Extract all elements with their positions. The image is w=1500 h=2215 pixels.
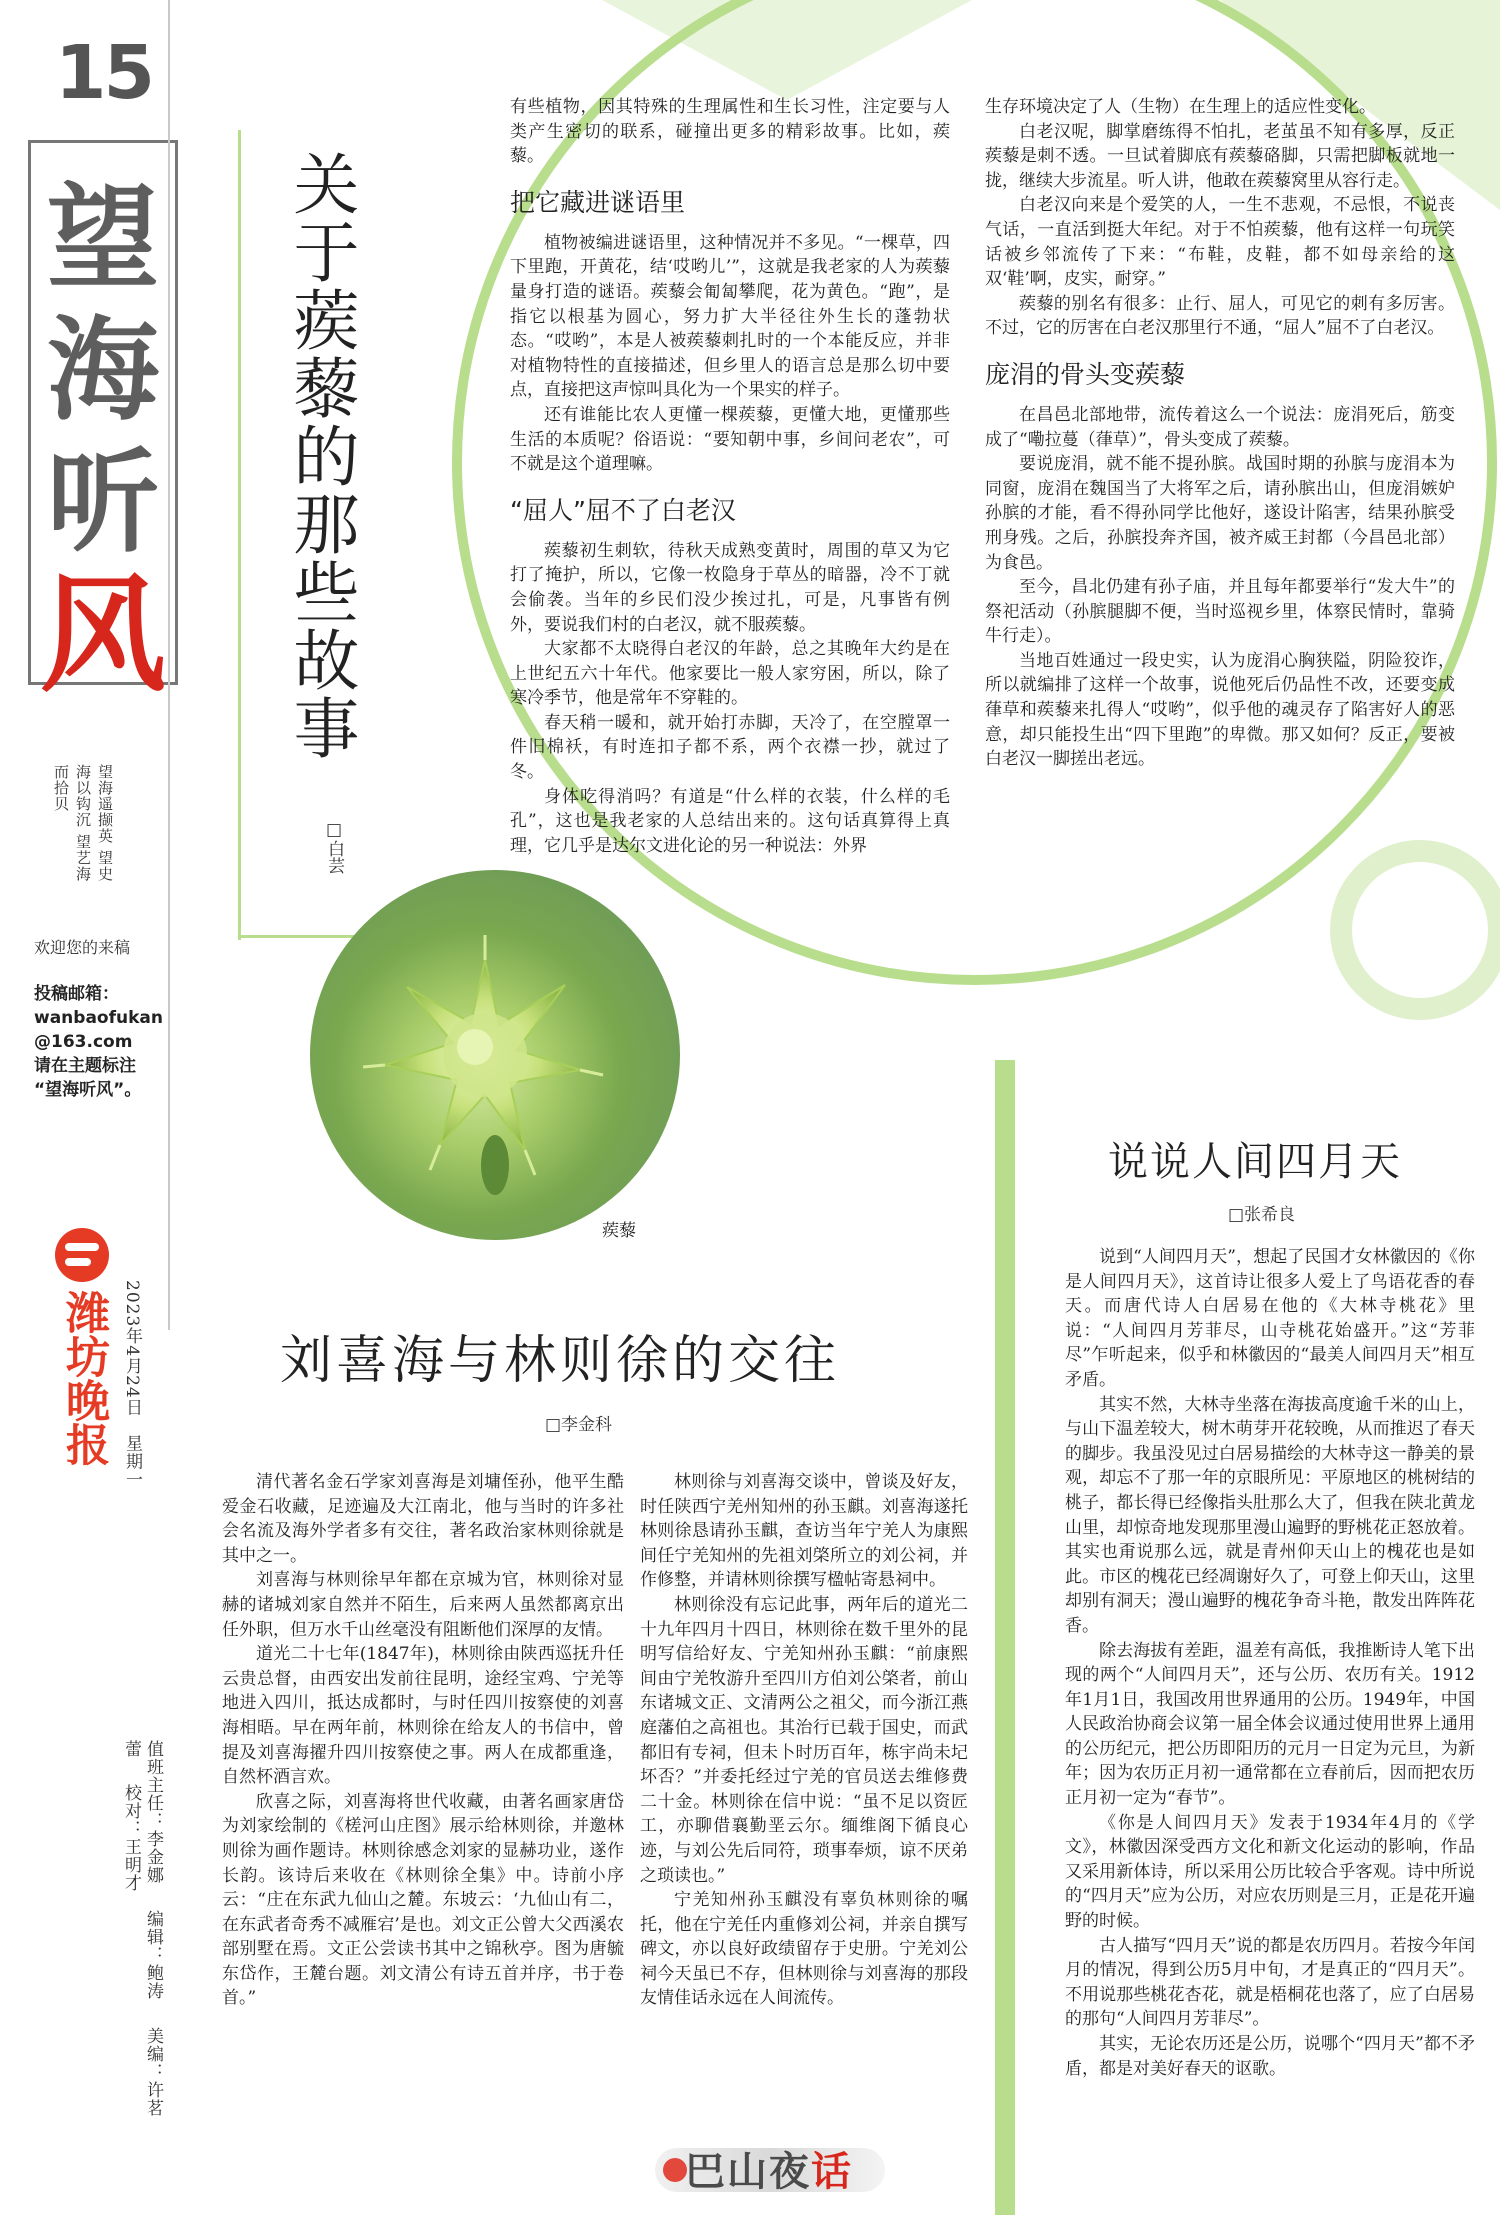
paragraph: 欣喜之际，刘喜海将世代收藏，由著名画家唐岱为刘家绘制的《槎河山庄图》展示给林则徐，并邀林则徐为画作题诗。林则徐感念刘家的显赫功业，遂作长韵。该诗后来收在《林则徐全集》中。诗前小序云：“庄在东武九仙山之麓。东坡云：‘九仙山有二，在东武者奇秀不减雁宕’是也。刘文正公曾大父西溪农部别墅在焉。文正公尝读书其中之锦秋亭。图为唐毓东岱作，王麓台题。刘文清公有诗五首并序，书于卷首。” bbox=[222, 1791, 624, 2009]
paragraph: 白老汉向来是个爱笑的人，一生不悲观，不忌恨，不说丧气话，一直活到挺大年纪。对于不怕蒺藜，他有这样一句玩笑话被乡邻流传了下来：“布鞋，皮鞋，都不如母亲给的这双‘鞋’啊，皮实，耐穿。” bbox=[985, 195, 1455, 290]
paragraph: 在昌邑北部地带，流传着这么一个说法：庞涓死后，筋变成了“嘞拉蔓（葎草）”，骨头变成了蒺藜。 bbox=[985, 404, 1455, 450]
article1-title: 关于蒺藜的那些故事 bbox=[282, 150, 359, 762]
section-title-char: 海 bbox=[47, 305, 159, 436]
section-title-char: 听 bbox=[47, 437, 159, 568]
article1-author: □白芸 bbox=[324, 820, 344, 874]
column-label-text bbox=[685, 2140, 853, 2197]
paragraph: 说到“人间四月天”，想起了民国才女林徽因的《你是人间四月天》，这首诗让很多人爱上了鸟语花香的春天。而唐代诗人白居易在他的《大林寺桃花》里说：“人间四月芳菲尽，山寺桃花始盛开。”这“芳菲尽”乍听起来，似乎和林徽因的“最美人间四月天”相互矛盾。 bbox=[1065, 1247, 1475, 1390]
paragraph: 蒺藜的别名有很多：止行、屈人，可见它的刺有多厉害。不过，它的厉害在白老汉那里行不通，“屈人”屈不了白老汉。 bbox=[985, 293, 1455, 339]
decor-green-divider bbox=[995, 1060, 1015, 2215]
subheading: 把它藏进谜语里 bbox=[510, 187, 686, 217]
subheading: 庞涓的骨头变蒺藜 bbox=[985, 359, 1186, 389]
page-number: 15 bbox=[55, 30, 152, 116]
paragraph: 植物被编进谜语里，这种情况并不多见。“一棵草，四下里跑，开黄花，结‘哎哟儿’”，这就是我老家的人为蒺藜量身打造的谜语。蒺藜会匍匐攀爬，花为黄色。“跑”，是指它以根基为圆心，努力扩大半径往外生长的蓬勃状态。“哎哟”，本是人被蒺藜刺扎时的一个本能反应，并非对植物特性的直接描述，但乡里人的语言总是那么切中要点，直接把这声惊叫具化为一个果实的样子。 bbox=[510, 232, 950, 401]
article2-column-right bbox=[640, 1470, 968, 2011]
paper-logo bbox=[52, 1228, 112, 1466]
paragraph: 《你是人间四月天》发表于1934年4月的《学文》，林徽因深受西方文化和新文化运动的影响，作品又采用新体诗，所以采用公历比较合乎客观。诗中所说的“四月天”应为公历，对应农历则是三月，正是花开遍野的时候。 bbox=[1065, 1812, 1475, 1932]
masthead bbox=[0, 0, 190, 2215]
paragraph: 还有谁能比农人更懂一棵蒺藜，更懂大地，更懂那些生活的本质呢？俗语说：“要知朝中事，乡间问老农”，可不就是这个道理嘛。 bbox=[510, 404, 950, 475]
welcome-text: 欢迎您的来稿 bbox=[34, 938, 131, 957]
article1-column-right bbox=[985, 95, 1455, 772]
tribulus-photo bbox=[310, 870, 680, 1240]
contact-line: 投稿邮箱： bbox=[34, 984, 119, 1004]
paragraph: 刘喜海与林则徐早年都在京城为官，林则徐对显赫的诸城刘家自然并不陌生，后来两人虽然都离京出任外职，但万水千山丝毫没有阻断他们深厚的友情。 bbox=[222, 1570, 624, 1640]
decor-green-line bbox=[238, 130, 241, 940]
column-label bbox=[655, 2138, 885, 2200]
paragraph: 林则徐与刘喜海交谈中，曾谈及好友，时任陕西宁羌州知州的孙玉麒。刘喜海遂托林则徐恳请孙玉麒，查访当年宁羌人为康熙间任宁羌知州的先祖刘棨所立的刘公祠，并作修整，并请林则徐撰写楹帖寄悬祠中。 bbox=[640, 1472, 968, 1591]
paragraph: 其实不然，大林寺坐落在海拔高度逾千米的山上，与山下温差较大，树木萌芽开花较晚，从而推迟了春天的脚步。我虽没见过白居易描绘的大林寺这一静美的景观，却忘不了那一年的京眼所见：平原地区的桃树结的桃子，都长得已经像指头肚那么大了，但我在陕北黄龙山里，却惊奇地发现那里漫山遍野的野桃花正怒放着。其实也甭说那么远，就是青州仰天山上的槐花也是如此。市区的槐花已经凋谢好久了，可登上仰天山，这里却别有洞天；漫山遍野的槐花争奇斗艳，散发出阵阵花香。 bbox=[1065, 1394, 1475, 1636]
paragraph: 大家都不太晓得白老汉的年龄，总之其晚年大约是在上世纪五六十年代。他家要比一般人家穷困，所以，除了寒冷季节，他是常年不穿鞋的。 bbox=[510, 639, 950, 709]
paragraph: 清代著名金石学家刘喜海是刘墉侄孙，他平生酷爱金石收藏，足迹遍及大江南北，他与当时的许多社会名流及海外学者多有交往，著名政治家林则徐就是其中之一。 bbox=[222, 1472, 624, 1566]
staff-line: 值班主任：李金娜 bbox=[143, 1740, 163, 1884]
article2-title: 刘喜海与林则徐的交往 bbox=[280, 1331, 841, 1391]
paragraph: 林则徐没有忘记此事，两年后的道光二十九年四月十四日，林则徐在数千里外的昆明写信给好友、宁羌知州孙玉麒：“前康熙间由宁羌牧游升至四川方伯刘公棨者，前山东诸城文正、文清两公之祖父，而今浙江燕庭藩伯之高祖也。其治行已载于国史，而武都旧有专祠，但未卜时历百年，栋宇尚未圮坏否？”并委托经过宁羌的官员送去维修费二十金。林则徐在信中说：“虽不足以资匠工，亦聊借襄勤垩云尔。缅维阁下循良心迹，与刘公先后同符，琐事奉烦，谅不厌弟之琐读也。” bbox=[640, 1594, 968, 1886]
section-title-char: 望 bbox=[47, 173, 159, 304]
masthead-divider bbox=[168, 0, 170, 1330]
section-title-char: 风 bbox=[40, 561, 166, 709]
section-title bbox=[28, 140, 178, 709]
article1-column-left bbox=[510, 95, 950, 858]
paragraph: 至今，昌北仍建有孙子庙，并且每年都要举行“发大牛”的祭祀活动（孙膑腿脚不便，当时巡视乡里，体察民情时，靠骑牛行走）。 bbox=[985, 577, 1455, 647]
paragraph: 有些植物，因其特殊的生理属性和生长习性，注定要与人类产生密切的联系，碰撞出更多的精彩故事。比如，蒺藜。 bbox=[510, 97, 950, 167]
contact-email[interactable]: wanbaofukan bbox=[34, 1008, 163, 1028]
staff-line: 校对：王明才 bbox=[121, 1784, 141, 1893]
staff-credits bbox=[120, 1740, 164, 2140]
staff-line: 编辑：鲍涛 bbox=[143, 1910, 163, 2001]
paragraph: 其实，无论农历还是公历，说哪个“四月天”都不矛盾，都是对美好春天的讴歌。 bbox=[1065, 2034, 1475, 2079]
issue-date: 2023年4月24日 星期一 bbox=[122, 1280, 142, 1489]
article3-author: □张希良 bbox=[1228, 1205, 1296, 1225]
article2-author: □李金科 bbox=[545, 1415, 613, 1435]
contact-line: “望海听风”。 bbox=[34, 1080, 142, 1100]
photo-caption: 蒺藜 bbox=[602, 1221, 636, 1241]
staff-line: 美编：许茗蕾 bbox=[121, 1740, 163, 2117]
paragraph: 要说庞涓，就不能不提孙膑。战国时期的孙膑与庞涓本为同窗，庞涓在魏国当了大将军之后，请孙膑出山，但庞涓嫉妒孙膑的才能，看不得孙同学比他好，遂设计陷害，结果孙膑受刑身残。之后，孙膑投奔齐国，被齐威王封都（今昌邑北部）为食邑。 bbox=[985, 454, 1455, 573]
paragraph: 除去海拔有差距，温差有高低，我推断诗人笔下出现的两个“人间四月天”，还与公历、农历有关。1912年1月1日，我国改用世界通用的公历。1949年，中国人民政治协商会议第一届全体会议通过使用世界上通用的公历纪元，把公历即阳历的元月一日定为元旦，为新年；因为农历正月初一通常都在立春前后，因而把农历正月初一定为“春节”。 bbox=[1065, 1640, 1475, 1809]
logo-icon bbox=[55, 1228, 109, 1282]
submission-contact bbox=[34, 982, 174, 1102]
contact-email-domain[interactable]: @163.com bbox=[34, 1032, 133, 1052]
paragraph: 宁羌知州孙玉麒没有辜负林则徐的嘱托，他在宁羌任内重修刘公祠，并亲自撰写碑文，亦以良好政绩留存于史册。宁羌刘公祠今天虽已不存，但林则徐与刘喜海的那段友情佳话永远在人间流传。 bbox=[640, 1890, 968, 2009]
subheading: “屈人”屈不了白老汉 bbox=[510, 495, 736, 525]
column-label-accent: 话 bbox=[811, 2148, 853, 2195]
column-label-sun bbox=[663, 2158, 687, 2182]
section-motto: 望海遥撷英 望史海以钩沉 望艺海而拾贝 bbox=[52, 764, 114, 882]
paragraph: 白老汉呢，脚掌磨练得不怕扎，老茧虽不知有多厚，反正蒺藜是刺不透。一旦试着脚底有蒺藜硌脚，只需把脚板就地一拢，继续大步流星。听人讲，他敢在蒺藜窝里从容行走。 bbox=[985, 121, 1455, 191]
paragraph: 生存环境决定了人（生物）在生理上的适应性变化。 bbox=[985, 97, 1376, 117]
decor-green-ring bbox=[1330, 840, 1500, 1020]
article3-title: 说说人间四月天 bbox=[1108, 1139, 1402, 1185]
paragraph: 蒺藜初生刺软，待秋天成熟变黄时，周围的草又为它打了掩护，所以，它像一枚隐身于草丛的暗器，冷不丁就会偷袭。当年的乡民们没少挨过扎，可是，凡事皆有例外，要说我们村的白老汉，就不服蒺藜。 bbox=[510, 540, 950, 635]
column-label-part: 巴山夜 bbox=[685, 2148, 811, 2195]
paragraph: 身体吃得消吗？有道是“什么样的衣装，什么样的毛孔”，这也是我老家的人总结出来的。这句话真算得上真理，它几乎是达尔文进化论的另一种说法：外界 bbox=[510, 786, 950, 856]
paper-name: 潍坊晚报 bbox=[52, 1290, 112, 1466]
article3-body bbox=[1065, 1245, 1475, 2081]
paragraph: 古人描写“四月天”说的都是农历四月。若按今年闰月的情况，得到公历5月中旬，才是真正的“四月天”。不用说那些桃花杏花，就是梧桐花也落了，应了白居易的那句“人间四月芳菲尽”。 bbox=[1065, 1935, 1475, 2030]
paragraph: 道光二十七年(1847年)，林则徐由陕西巡抚升任云贵总督，由西安出发前往昆明，途经宝鸡、宁羌等地进入四川，抵达成都时，与时任四川按察使的刘喜海相晤。早在两年前，林则徐在给友人的书信中，曾提及刘喜海擢升四川按察使之事。两人在成都重逢，自然杯酒言欢。 bbox=[222, 1644, 624, 1788]
paragraph: 春天稍一暖和，就开始打赤脚，天冷了，在空膛罩一件旧棉袄，有时连扣子都不系，两个衣襟一抄，就过了冬。 bbox=[510, 712, 950, 783]
tribulus-fruit-image bbox=[310, 870, 680, 1240]
contact-line: 请在主题标注 bbox=[34, 1056, 136, 1076]
paragraph: 当地百姓通过一段史实，认为庞涓心胸狭隘，阴险狡诈，所以就编排了这样一个故事，说他死后仍品性不改，还要变成葎草和蒺藜来扎得人“哎哟”，似乎他的魂灵存了陷害好人的恶意，却只能投生出“四下里跑”的卑微。那又如何？反正，要被白老汉一脚搓出老远。 bbox=[985, 650, 1455, 770]
article2-column-left bbox=[222, 1470, 624, 2011]
